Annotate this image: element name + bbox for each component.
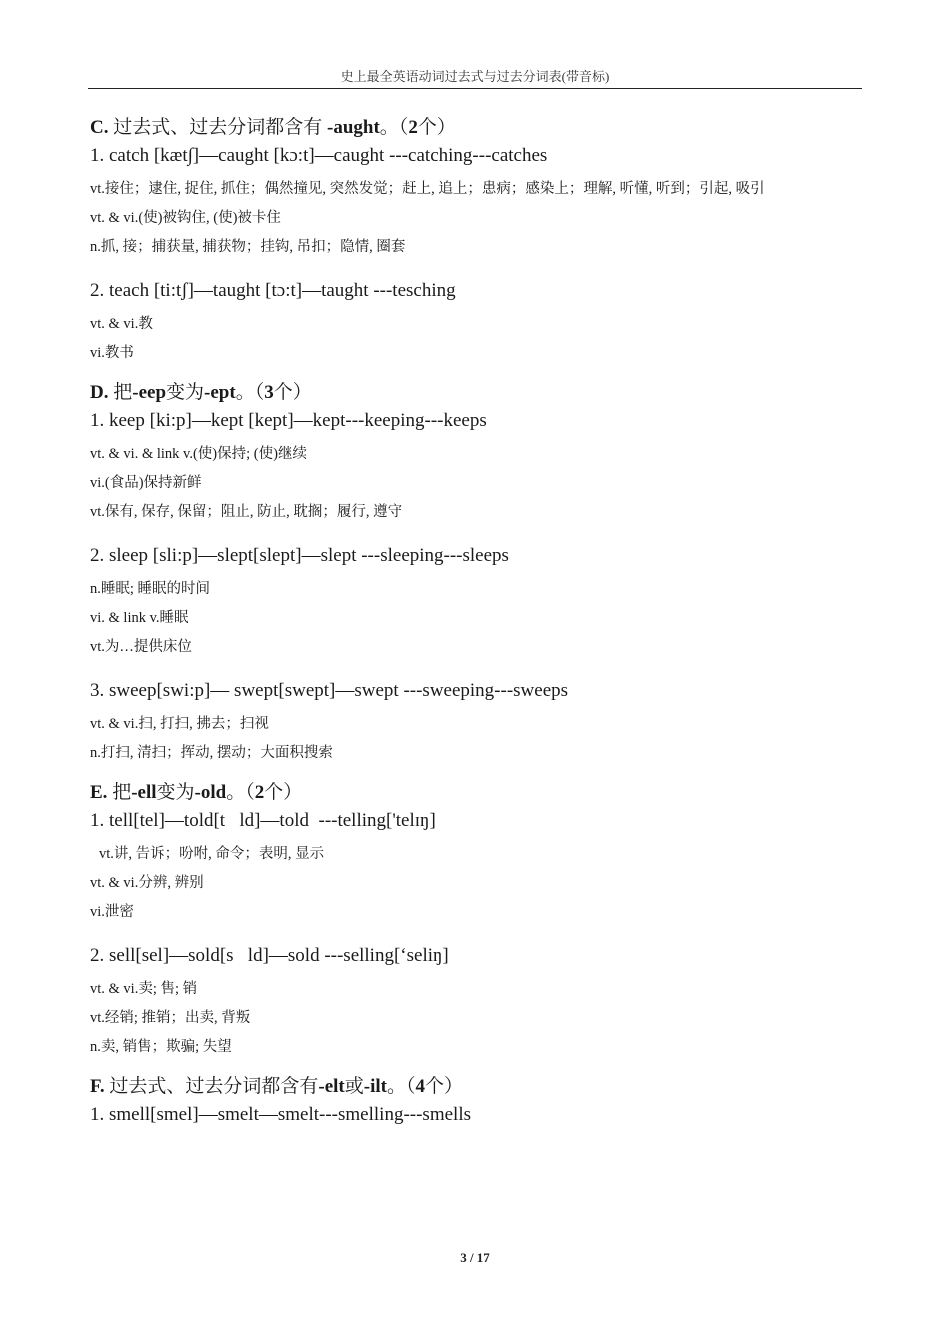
section-letter: C. [90, 117, 109, 138]
definition: vi.教书 [90, 345, 134, 361]
section-title-mid: 或 [344, 1076, 364, 1097]
section-heading-f [90, 1073, 862, 1101]
definition: vt.保有, 保存, 保留；阻止, 防止, 耽搁；履行, 遵守 [90, 504, 403, 520]
section-suffix: -aught [327, 117, 380, 138]
verb-entry-sweep: 3. sweep[swi:p]— swept[swept]—swept ---sweeping---sweeps [90, 680, 569, 701]
section-count: 2 [408, 117, 418, 138]
verb-entry-sell: 2. sell[sel]—sold[s ld]—sold ---selling[‘seliŋ] [90, 945, 449, 966]
section-letter: E. [90, 782, 108, 803]
definition: n.卖, 销售；欺骗; 失望 [90, 1039, 232, 1055]
section-title: 过去式、过去分词都含有 [113, 117, 323, 138]
section-punct: 。（ [226, 782, 255, 803]
definition: vt.为…提供床位 [90, 639, 192, 655]
section-count: 4 [415, 1076, 426, 1097]
section-punct: 。（ [387, 1076, 416, 1097]
definition: vi.(食品)保持新鲜 [90, 475, 202, 491]
section-suffix: -ilt [363, 1076, 387, 1097]
definition: vt. & vi.扫, 打扫, 拂去；扫视 [90, 716, 269, 732]
section-suffix: -eep [132, 382, 167, 403]
section-punct: 。（ [379, 117, 409, 138]
section-count-unit: 个） [425, 1076, 464, 1097]
section-heading-d [90, 379, 862, 407]
verb-entry-sleep: 2. sleep [sli:p]—slept[slept]—slept ---sleeping---sleeps [90, 545, 509, 566]
definition: vi. & link v.睡眠 [90, 610, 189, 626]
verb-entry-catch: 1. catch [kæt∫]—caught [kɔ:t]—caught ---catching---catches [90, 145, 548, 166]
definition: vt.接住；逮住, 捉住, 抓住；偶然撞见, 突然发觉；赶上, 追上；患病；感染上；理解, 听懂, 听到；引起, 吸引 [90, 181, 765, 197]
section-suffix: -old [194, 782, 227, 803]
verb-entry-teach: 2. teach [ti:tʃ]—taught [tɔ:t]—taught ---tesching [90, 280, 456, 301]
section-title-mid: 变为 [166, 382, 205, 403]
section-count: 3 [264, 382, 274, 403]
definition: vt. & vi.卖; 售; 销 [90, 981, 198, 997]
page-number: 3 / 17 [460, 1250, 490, 1265]
definition: vt. & vi.(使)被钩住, (使)被卡住 [90, 210, 281, 226]
section-count: 2 [254, 782, 265, 803]
definition: vt. & vi. & link v.(使)保持; (使)继续 [90, 446, 307, 462]
definition: vi.泄密 [90, 904, 134, 920]
section-title: 把 [112, 782, 132, 803]
definition: vt. & vi.分辨, 辨别 [90, 875, 204, 891]
section-suffix: -ept [204, 382, 236, 403]
section-suffix: -ell [131, 782, 157, 803]
section-heading-c [90, 114, 862, 142]
section-count-unit: 个） [273, 382, 312, 403]
definition: vt.经销; 推销；出卖, 背叛 [90, 1010, 251, 1026]
section-letter: D. [90, 382, 109, 403]
verb-entry-keep: 1. keep [ki:p]—kept [kept]—kept---keeping---keeps [90, 410, 487, 431]
section-title: 把 [113, 382, 133, 403]
section-count-unit: 个） [264, 782, 303, 803]
section-suffix: -elt [318, 1076, 345, 1097]
page-header: 史上最全英语动词过去式与过去分词表(带音标) [88, 66, 862, 89]
definition: vt.讲, 告诉；吩咐, 命令；表明, 显示 [99, 846, 325, 862]
document-body [90, 114, 862, 1129]
section-count-unit: 个） [417, 117, 456, 138]
section-letter: F. [90, 1076, 105, 1097]
section-title-mid: 变为 [156, 782, 195, 803]
definition: n.打扫, 清扫；挥动, 摆动；大面积搜索 [90, 745, 333, 761]
section-punct: 。（ [235, 382, 265, 403]
verb-entry-smell: 1. smell[smel]—smelt—smelt---smelling---smells [90, 1104, 471, 1125]
section-heading-e [90, 779, 862, 807]
definition: vt. & vi.教 [90, 316, 153, 332]
definition: n.抓, 接；捕获量, 捕获物；挂钩, 吊扣；隐情, 圈套 [90, 239, 406, 255]
verb-entry-tell: 1. tell[tel]—told[t ld]—told ---telling['telɪŋ] [90, 810, 436, 831]
section-title: 过去式、过去分词都含有 [109, 1076, 319, 1097]
definition: n.睡眠; 睡眠的时间 [90, 581, 211, 597]
